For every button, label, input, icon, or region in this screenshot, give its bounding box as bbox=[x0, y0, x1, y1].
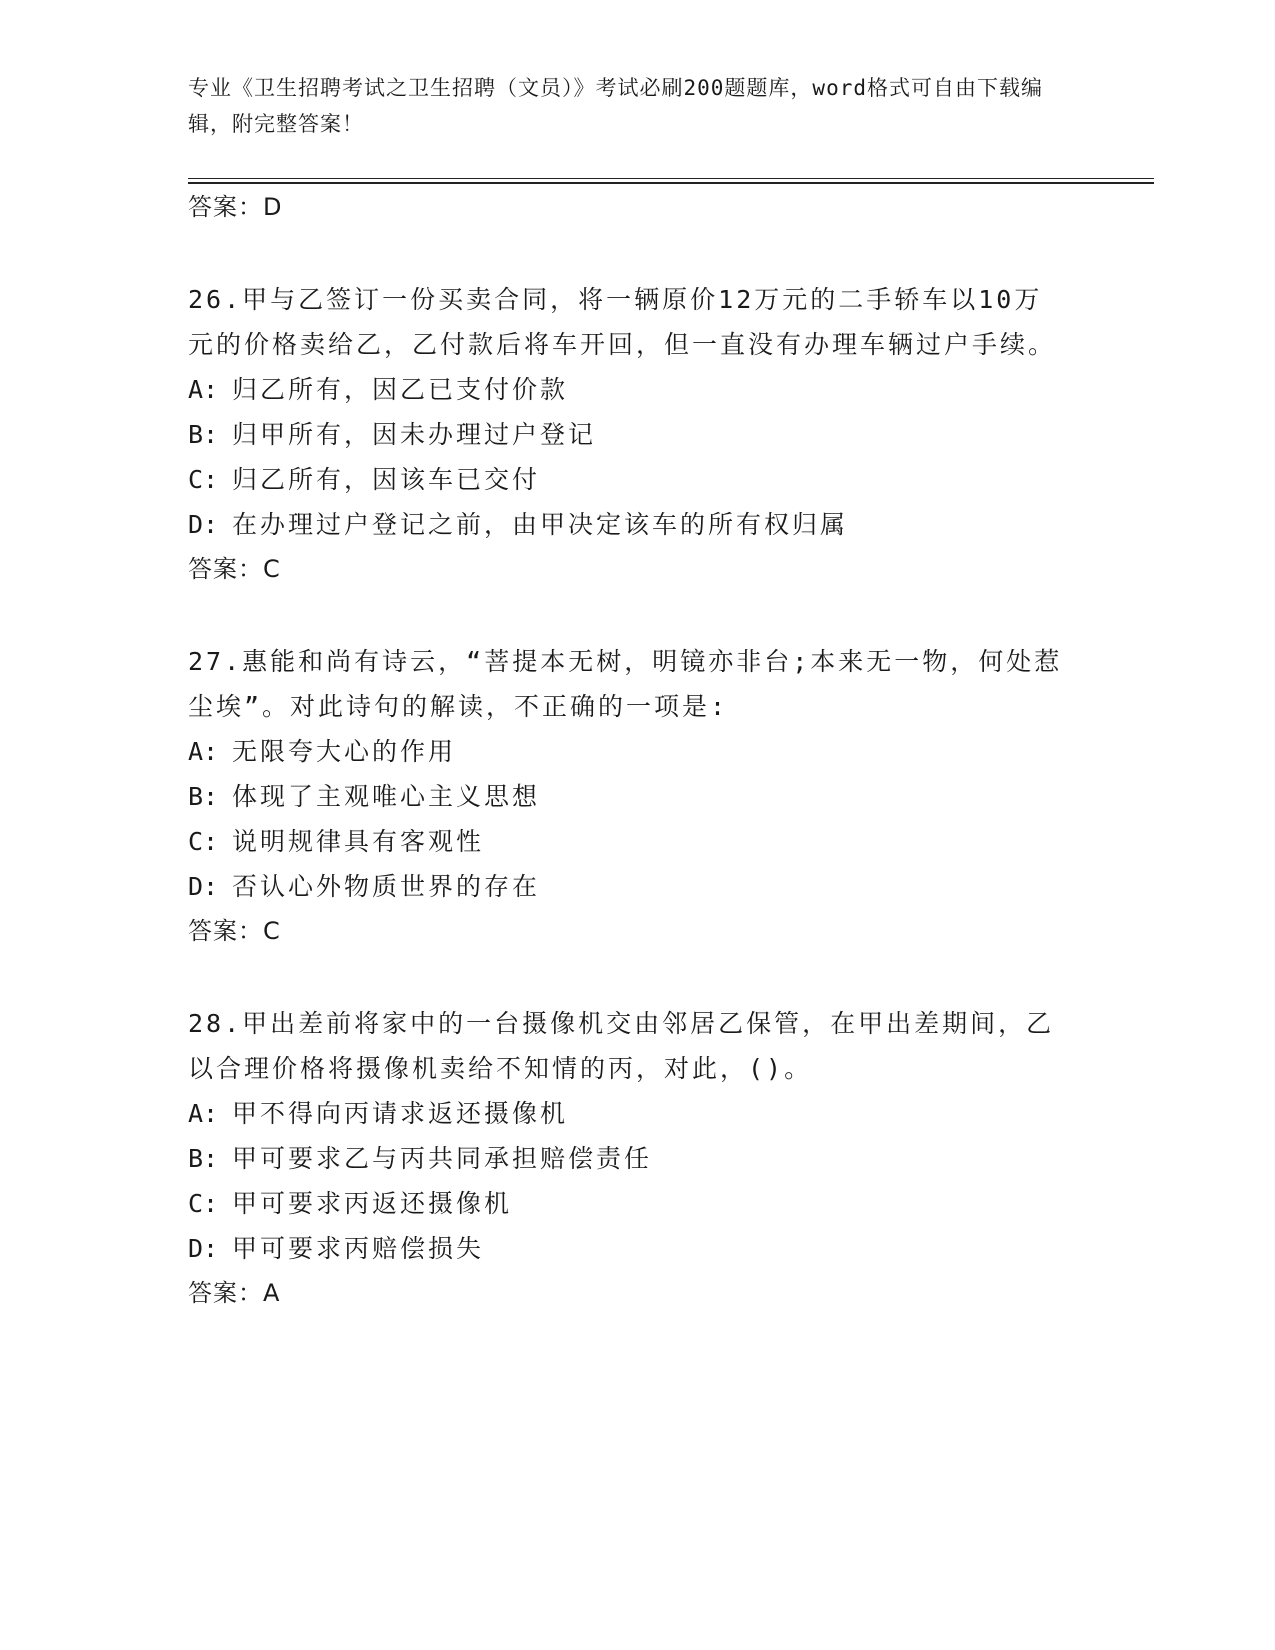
option-text: 否认心外物质世界的存在 bbox=[232, 872, 541, 901]
option-b bbox=[188, 774, 1068, 819]
option-c bbox=[188, 1181, 1068, 1226]
option-text: 无限夸大心的作用 bbox=[232, 737, 457, 766]
option-a bbox=[188, 367, 1068, 412]
option-label: B: bbox=[188, 782, 219, 811]
option-d bbox=[188, 1226, 1068, 1271]
option-label: C: bbox=[188, 465, 219, 494]
option-a bbox=[188, 729, 1068, 774]
option-d bbox=[188, 502, 1068, 547]
header-divider-thin bbox=[188, 178, 1154, 179]
option-label: A: bbox=[188, 1099, 219, 1128]
question-block bbox=[188, 277, 1068, 591]
option-text: 归乙所有，因该车已交付 bbox=[232, 465, 541, 494]
option-label: C: bbox=[188, 827, 219, 856]
option-text: 甲不得向丙请求返还摄像机 bbox=[232, 1099, 569, 1128]
answer-line: 答案：A bbox=[188, 1279, 281, 1307]
option-b bbox=[188, 1136, 1068, 1181]
option-text: 体现了主观唯心主义思想 bbox=[232, 782, 541, 811]
option-text: 甲可要求丙赔偿损失 bbox=[232, 1234, 485, 1263]
option-label: D: bbox=[188, 510, 219, 539]
option-text: 甲可要求乙与丙共同承担赔偿责任 bbox=[232, 1144, 653, 1173]
option-text: 归乙所有，因乙已支付价款 bbox=[232, 375, 569, 404]
option-text: 甲可要求丙返还摄像机 bbox=[232, 1189, 513, 1218]
answer-line: 答案：C bbox=[188, 555, 281, 583]
answer-line: 答案：D bbox=[188, 193, 283, 221]
option-text: 在办理过户登记之前，由甲决定该车的所有权归属 bbox=[232, 510, 849, 539]
option-b bbox=[188, 412, 1068, 457]
question-block bbox=[188, 639, 1068, 953]
document-body bbox=[188, 185, 1068, 1315]
option-c bbox=[188, 819, 1068, 864]
option-label: D: bbox=[188, 872, 219, 901]
option-label: A: bbox=[188, 737, 219, 766]
question-stem: 28.甲出差前将家中的一台摄像机交由邻居乙保管，在甲出差期间，乙以合理价格将摄像机卖给不知情的丙，对此，()。 bbox=[188, 1009, 1055, 1083]
option-c bbox=[188, 457, 1068, 502]
option-label: B: bbox=[188, 1144, 219, 1173]
option-text: 归甲所有，因未办理过户登记 bbox=[232, 420, 597, 449]
option-a bbox=[188, 1091, 1068, 1136]
option-d bbox=[188, 864, 1068, 909]
document-header: 专业《卫生招聘考试之卫生招聘（文员）》考试必刷200题题库，word格式可自由下载编辑，附完整答案！ bbox=[188, 76, 1043, 136]
option-label: D: bbox=[188, 1234, 219, 1263]
option-label: A: bbox=[188, 375, 219, 404]
header-divider-thick bbox=[188, 182, 1154, 184]
question-stem: 26.甲与乙签订一份买卖合同，将一辆原价12万元的二手轿车以10万元的价格卖给乙，乙付款后将车开回，但一直没有办理车辆过户手续。 bbox=[188, 285, 1057, 359]
question-stem: 27.惠能和尚有诗云，“菩提本无树，明镜亦非台;本来无一物，何处惹尘埃”。对此诗句的解读，不正确的一项是: bbox=[188, 647, 1063, 721]
option-label: C: bbox=[188, 1189, 219, 1218]
option-label: B: bbox=[188, 420, 219, 449]
answer-line: 答案：C bbox=[188, 917, 281, 945]
question-block bbox=[188, 1001, 1068, 1315]
option-text: 说明规律具有客观性 bbox=[232, 827, 485, 856]
